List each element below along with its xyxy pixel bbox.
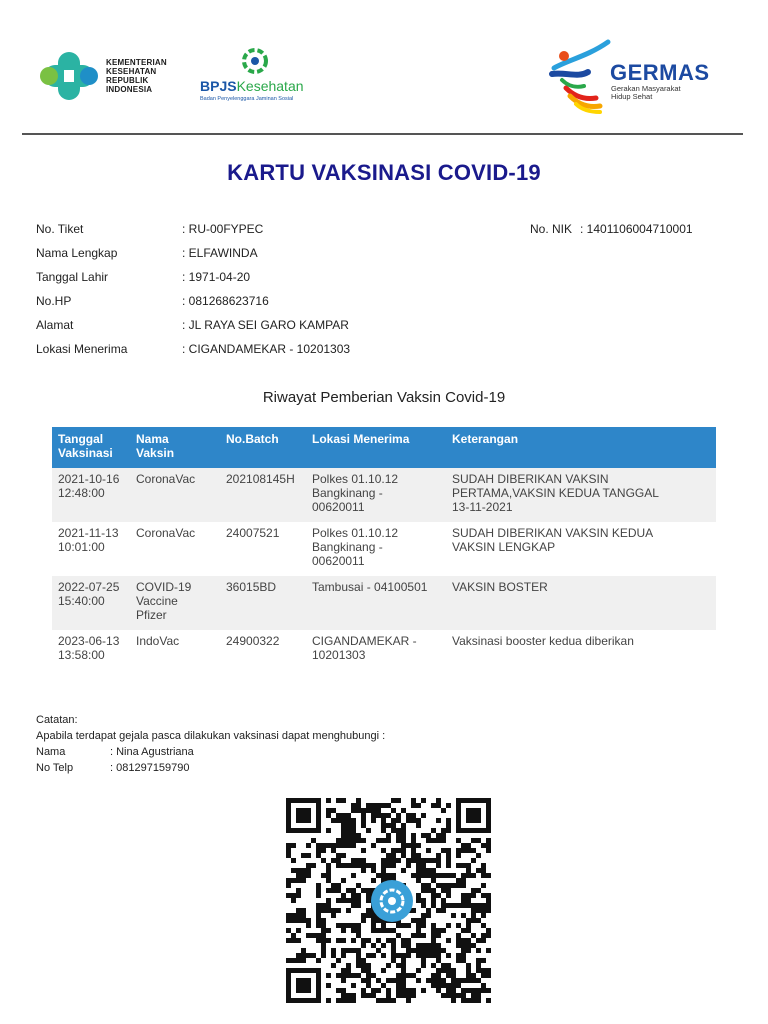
nik-value: : 1401106004710001 xyxy=(580,222,693,236)
germas-sub-2: Hidup Sehat xyxy=(611,92,653,101)
table-header-row xyxy=(52,427,716,468)
contact-phone-row xyxy=(36,760,385,776)
kemenkes-logo xyxy=(38,50,188,102)
col-header-batch: No.Batch xyxy=(220,427,306,468)
cell-vaccine: CoronaVac xyxy=(136,526,196,540)
bpjs-name-2: Kesehatan xyxy=(236,78,304,94)
bpjs-subtitle: Badan Penyelenggara Jaminan Sosial xyxy=(200,96,294,102)
page-title: KARTU VAKSINASI COVID-19 xyxy=(227,160,541,185)
qr-center-logo-icon xyxy=(371,880,413,922)
cell-vaccine: IndoVac xyxy=(136,634,180,648)
contact-value: : 081297159790 xyxy=(110,762,190,774)
info-value: : RU-00FYPEC xyxy=(182,222,264,236)
cell-date: 2022-07-25 15:40:00 xyxy=(52,576,130,630)
info-row-location xyxy=(36,342,736,366)
info-row-name xyxy=(36,246,736,270)
notes-section xyxy=(36,712,385,776)
patient-info xyxy=(36,222,736,366)
cell-vaccine: COVID-19 Vaccine Pfizer xyxy=(130,576,220,630)
vaccination-history-table xyxy=(52,427,716,674)
table-row xyxy=(52,630,716,674)
info-label: Lokasi Menerima xyxy=(36,342,128,356)
cell-notes: SUDAH DIBERIKAN VAKSIN PERTAMA,VAKSIN KEDUA TANGGAL 13-11-2021 xyxy=(446,468,716,522)
germas-name: GERMAS xyxy=(610,60,710,85)
info-row-phone xyxy=(36,294,736,318)
notes-text: Apabila terdapat gejala pasca dilakukan vaksinasi dapat menghubungi : xyxy=(36,730,386,742)
bpjs-logo xyxy=(198,46,318,106)
kemenkes-text-1: KEMENTERIAN xyxy=(106,58,167,67)
nik-label: No. NIK xyxy=(530,222,573,236)
contact-label: No Telp xyxy=(36,762,74,774)
cell-batch: 36015BD xyxy=(220,576,306,630)
info-value: : 1971-04-20 xyxy=(182,270,251,284)
nik-field xyxy=(530,222,693,236)
bpjs-name-1: BPJS xyxy=(200,78,237,94)
germas-emblem-icon xyxy=(548,38,614,114)
info-label: No.HP xyxy=(36,294,72,308)
cell-location: Polkes 01.10.12 Bangkinang - 00620011 xyxy=(306,468,446,522)
cell-notes: SUDAH DIBERIKAN VAKSIN KEDUA VAKSIN LENGKAP xyxy=(452,526,654,554)
info-value: : ELFAWINDA xyxy=(182,246,258,260)
kemenkes-text-3: REPUBLIK xyxy=(106,76,149,85)
header-divider xyxy=(22,133,743,135)
col-header-vaccine: Nama Vaksin xyxy=(130,427,220,468)
kemenkes-text-2: KESEHATAN xyxy=(106,67,157,76)
col-header-date: Tanggal Vaksinasi xyxy=(52,427,130,468)
table-row xyxy=(52,576,716,630)
cell-notes: VAKSIN BOSTER xyxy=(446,576,716,630)
info-label: Alamat xyxy=(36,318,74,332)
germas-logo xyxy=(548,38,718,118)
kemenkes-text-4: INDONESIA xyxy=(106,85,153,94)
info-label: Tanggal Lahir xyxy=(36,270,109,284)
history-title: Riwayat Pemberian Vaksin Covid-19 xyxy=(262,389,506,406)
cell-location: CIGANDAMEKAR - 10201303 xyxy=(312,634,417,662)
table-row xyxy=(52,522,716,576)
info-row-address xyxy=(36,318,736,342)
info-row-birthdate xyxy=(36,270,736,294)
cell-batch: 24007521 xyxy=(226,526,280,540)
germas-sub-1: Gerakan Masyarakat xyxy=(611,84,681,93)
info-label: No. Tiket xyxy=(36,222,84,236)
cell-date: 2021-10-16 12:48:00 xyxy=(52,468,130,522)
cell-date: 2021-11-13 10:01:00 xyxy=(58,526,119,554)
kemenkes-emblem-icon xyxy=(38,50,100,102)
info-value: : CIGANDAMEKAR - 10201303 xyxy=(182,342,351,356)
contact-label: Nama xyxy=(36,746,66,758)
cell-location: Tambusai - 04100501 xyxy=(306,576,446,630)
table-row xyxy=(52,468,716,522)
info-value: : 081268623716 xyxy=(182,294,269,308)
bpjs-emblem-icon xyxy=(238,46,272,76)
notes-heading: Catatan: xyxy=(36,714,78,726)
info-label: Nama Lengkap xyxy=(36,246,118,260)
cell-batch: 24900322 xyxy=(226,634,280,648)
contact-value: : Nina Agustriana xyxy=(110,746,194,758)
col-header-notes: Keterangan xyxy=(446,427,716,468)
info-value: : JL RAYA SEI GARO KAMPAR xyxy=(182,318,349,332)
cell-batch: 202108145H xyxy=(220,468,306,522)
cell-vaccine: CoronaVac xyxy=(130,468,220,522)
cell-location: Polkes 01.10.12 Bangkinang - 00620011 xyxy=(312,526,399,568)
header-logos xyxy=(0,0,768,130)
qr-code xyxy=(284,798,500,1004)
col-header-location: Lokasi Menerima xyxy=(306,427,446,468)
cell-notes: Vaksinasi booster kedua diberikan xyxy=(452,634,634,648)
cell-date: 2023-06-13 13:58:00 xyxy=(58,634,120,662)
contact-name-row xyxy=(36,744,385,760)
